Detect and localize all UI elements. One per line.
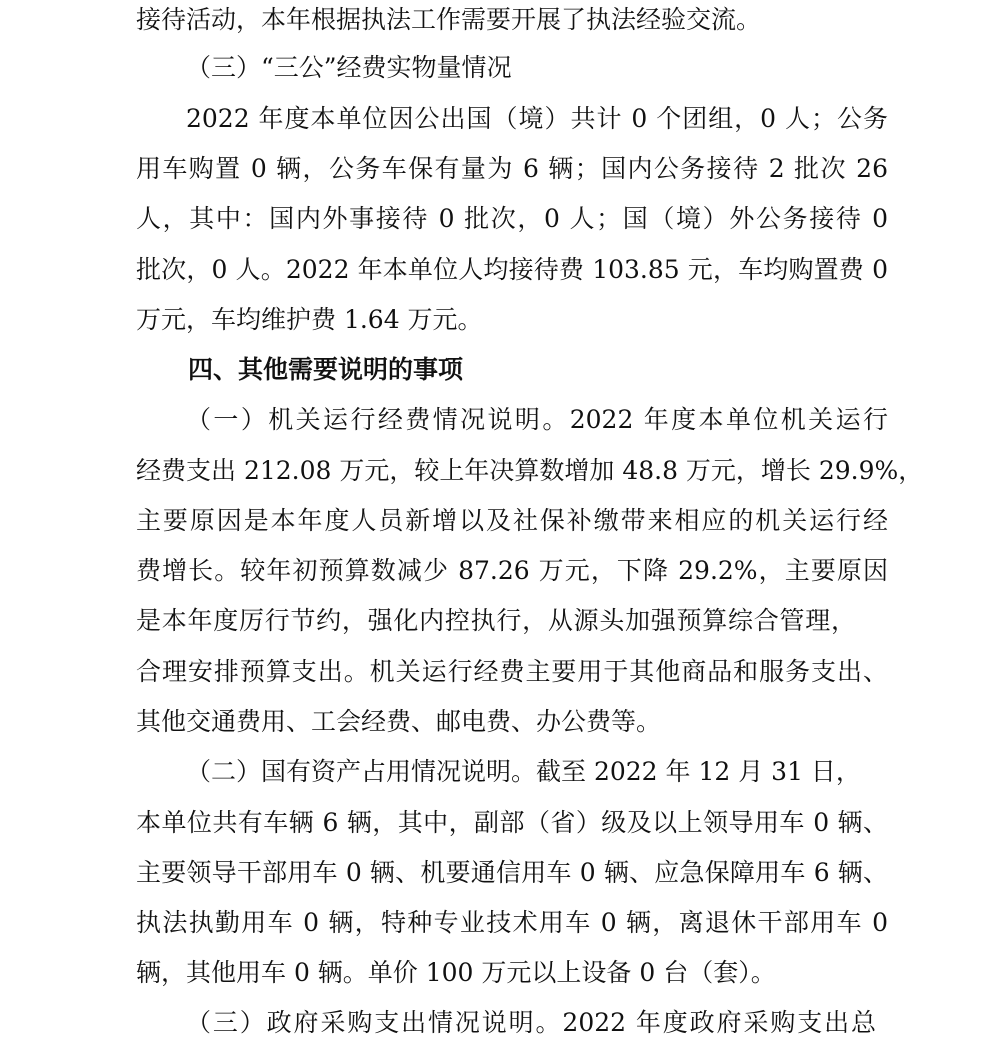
paragraph-line: 其他交通费用、工会经费、邮电费、办公费等。 xyxy=(136,707,662,736)
paragraph-line: （一）机关运行经费情况说明。2022 年度本单位机关运行 xyxy=(186,405,888,434)
paragraph-line: 经费支出 212.08 万元，较上年决算数增加 48.8 万元，增长 29.9%， xyxy=(136,456,924,485)
paragraph-line: 2022 年度本单位因公出国（境）共计 0 个团组，0 人；公务 xyxy=(186,104,888,133)
paragraph-line: 费增长。较年初预算数减少 87.26 万元，下降 29.2%，主要原因 xyxy=(136,556,888,585)
paragraph-line: 本单位共有车辆 6 辆，其中，副部（省）级及以上领导用车 0 辆、 xyxy=(136,808,888,837)
paragraph-line: （三）政府采购支出情况说明。2022 年度政府采购支出总 xyxy=(186,1008,876,1037)
paragraph-line: 主要领导干部用车 0 辆、机要通信用车 0 辆、应急保障用车 6 辆、 xyxy=(136,858,888,887)
section-heading-4: 四、其他需要说明的事项 xyxy=(188,355,464,384)
section-heading-3: （三）“三公”经费实物量情况 xyxy=(186,53,512,82)
paragraph-line: 主要原因是本年度人员新增以及社保补缴带来相应的机关运行经 xyxy=(136,506,888,535)
paragraph-line: （二）国有资产占用情况说明。截至 2022 年 12 月 31 日， xyxy=(186,757,861,786)
paragraph-line: 合理安排预算支出。机关运行经费主要用于其他商品和服务支出、 xyxy=(136,657,888,686)
paragraph-line: 万元，车均维护费 1.64 万元。 xyxy=(136,305,483,334)
paragraph-line: 是本年度厉行节约，强化内控执行，从源头加强预算综合管理， xyxy=(136,606,856,635)
paragraph-line: 用车购置 0 辆，公务车保有量为 6 辆；国内公务接待 2 批次 26 xyxy=(136,154,888,183)
paragraph-line: 人，其中：国内外事接待 0 批次，0 人；国（境）外公务接待 0 xyxy=(136,204,888,233)
paragraph-line: 辆，其他用车 0 辆。单价 100 万元以上设备 0 台（套）。 xyxy=(136,958,776,987)
paragraph-line: 执法执勤用车 0 辆，特种专业技术用车 0 辆，离退休干部用车 0 xyxy=(136,908,888,937)
paragraph-line: 接待活动，本年根据执法工作需要开展了执法经验交流。 xyxy=(136,5,762,34)
paragraph-line: 批次，0 人。2022 年本单位人均接待费 103.85 元，车均购置费 0 xyxy=(136,255,888,284)
